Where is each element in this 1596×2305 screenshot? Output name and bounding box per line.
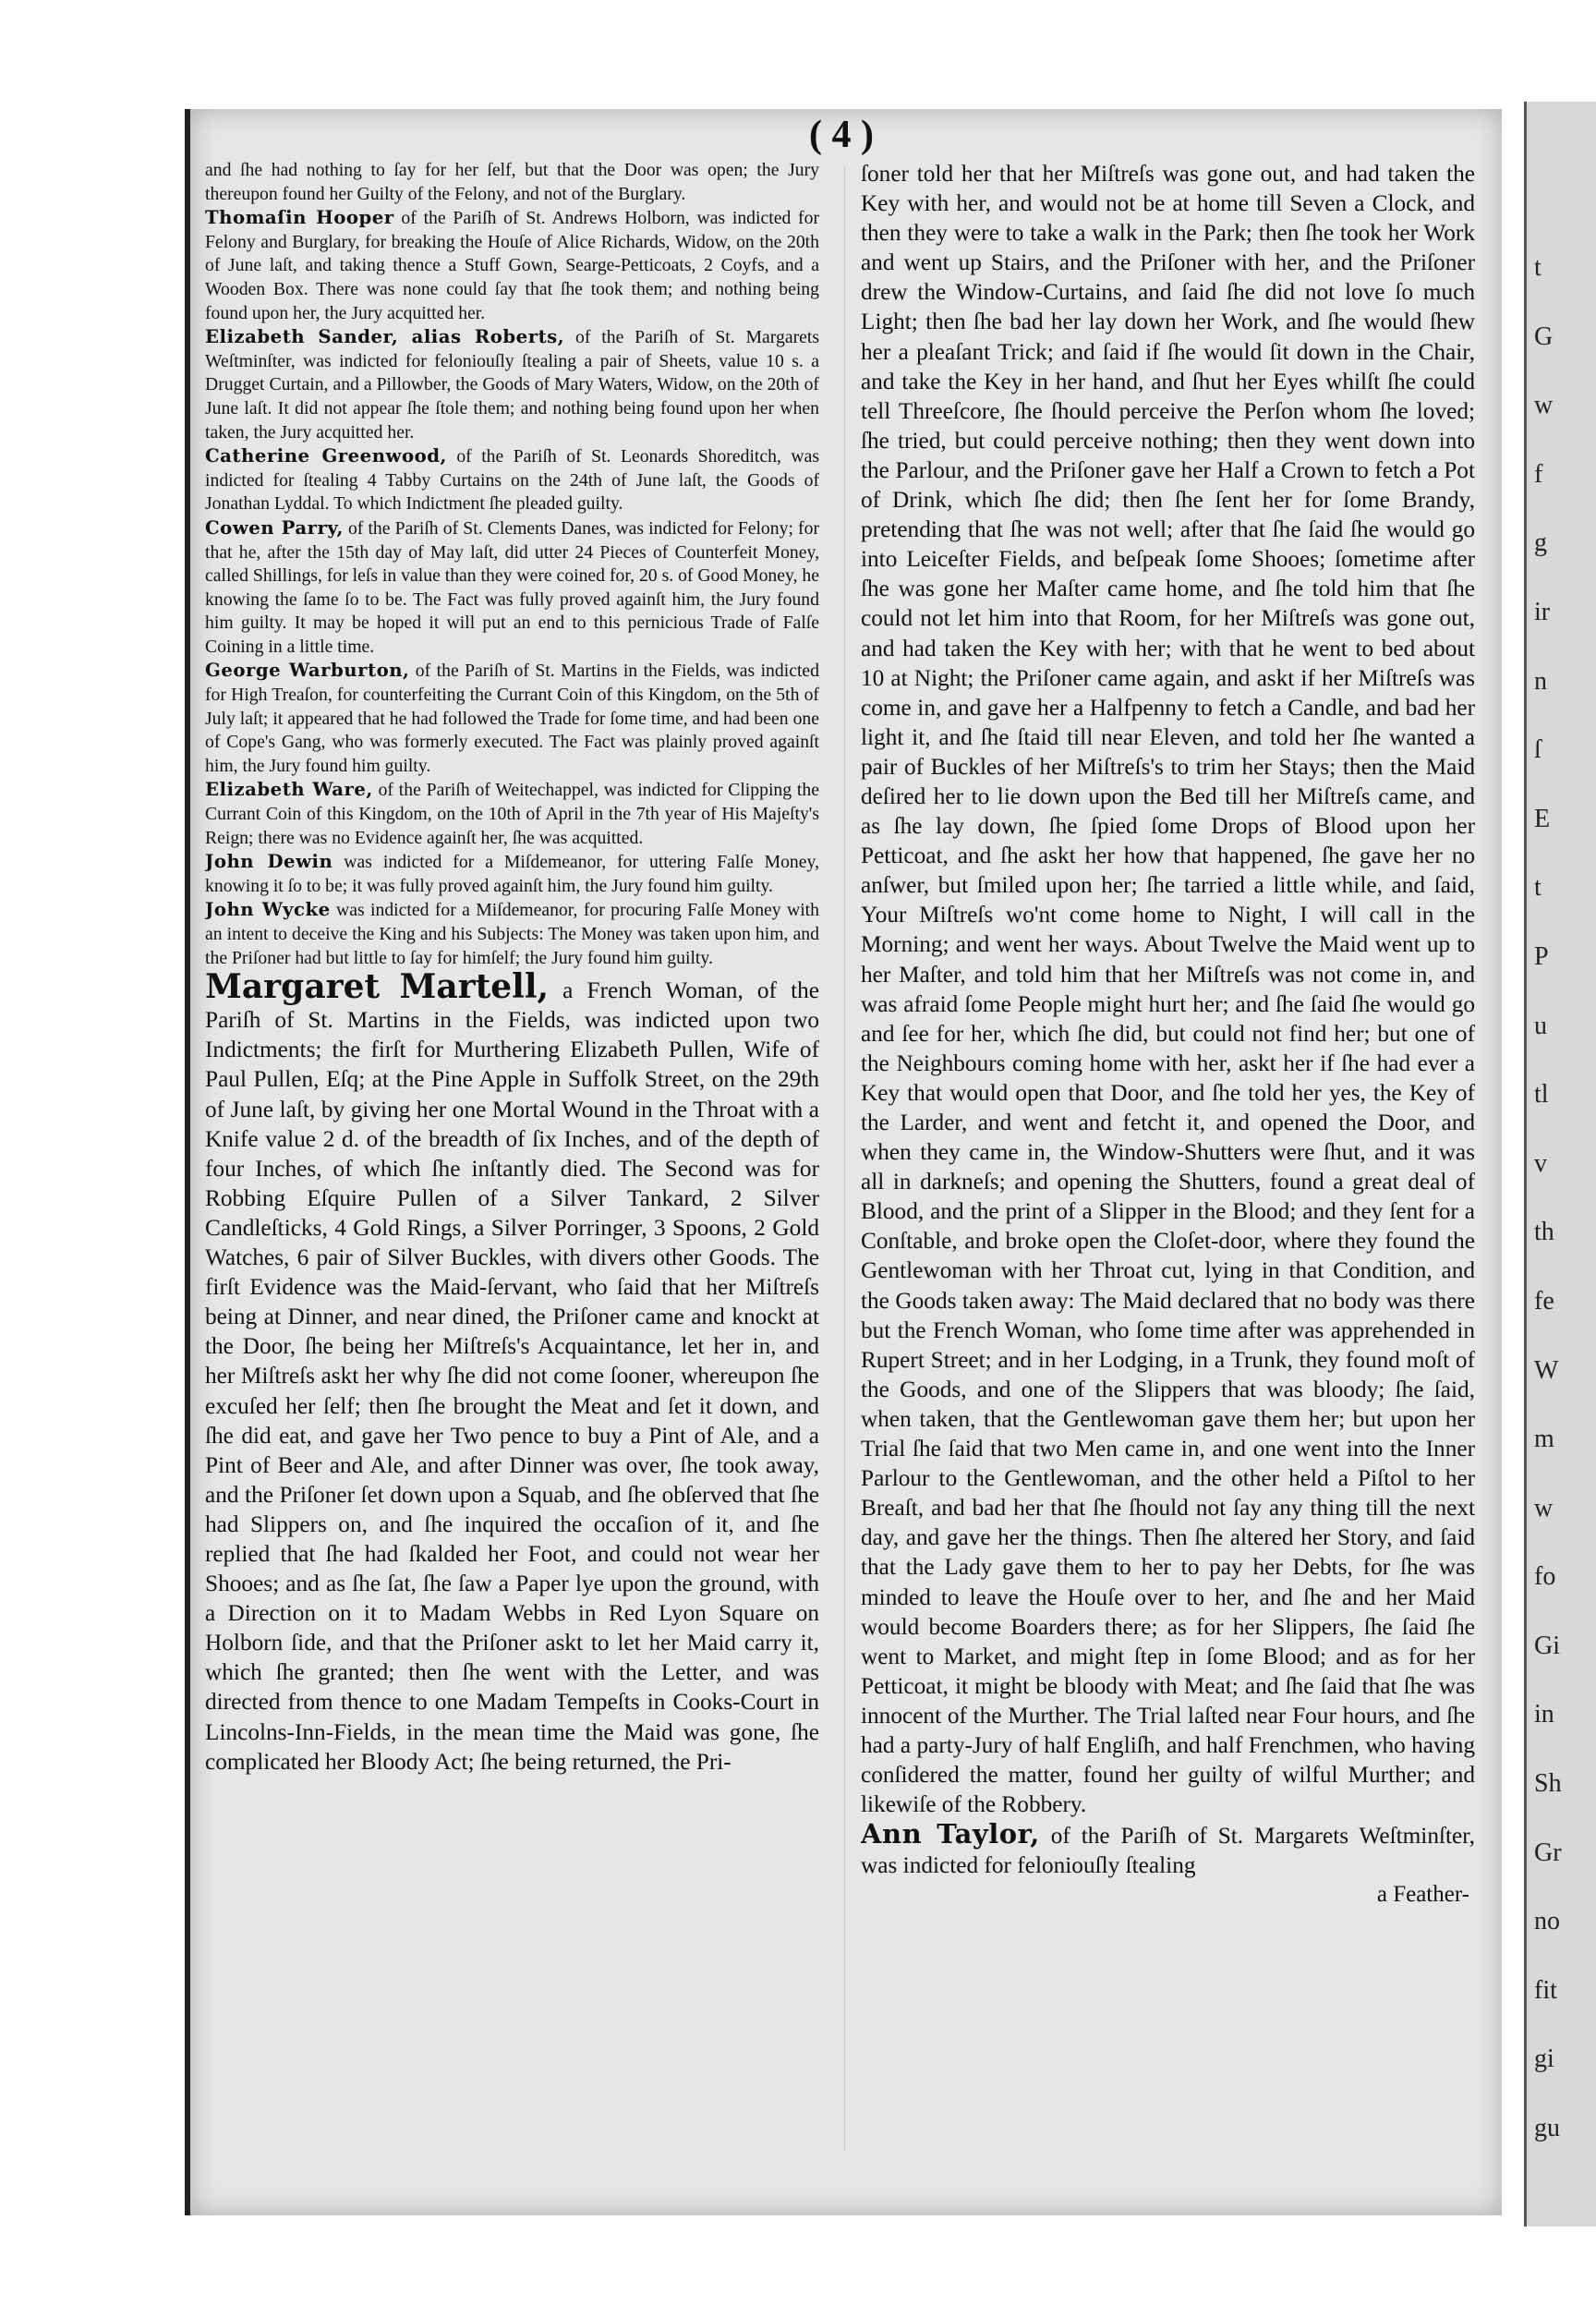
- adjacent-page-fragment: Gi: [1534, 1631, 1560, 1660]
- main-entry-name: Margaret Martell,: [205, 967, 550, 1007]
- defendant-name: Elizabeth Ware,: [205, 779, 373, 801]
- entry-text: of the Pariſh of St. Leonards Shoreditch, was indicted for ſtealing 4 Tabby Curtains on the 24th of June laſt, the Goods of Jonathan Lyddal. To which Indictment ſhe pleaded guilty.: [205, 446, 819, 515]
- adjacent-page-fragment: u: [1534, 1011, 1547, 1040]
- adjacent-page-fragment: w: [1534, 1493, 1554, 1523]
- adjacent-page-fragment: Sh: [1534, 1769, 1562, 1799]
- adjacent-page-fragment: gu: [1534, 2114, 1560, 2143]
- left-entry: [205, 206, 819, 325]
- left-entry: [205, 444, 819, 516]
- adjacent-page-fragment: gi: [1534, 2044, 1554, 2074]
- left-entry: [205, 516, 819, 660]
- adjacent-page-fragment: no: [1534, 1907, 1560, 1936]
- entry-text: was indicted for a Miſdemeanor, for uttering Falſe Money, knowing it ſo to be; it was fully proved againſt him, the Jury found him guilty.: [205, 852, 819, 896]
- defendant-name: John Wycke: [205, 899, 331, 921]
- defendant-name: Elizabeth Sander, alias Roberts,: [205, 326, 565, 348]
- defendant-name: John Dewin: [205, 851, 333, 873]
- left-entry: [205, 159, 819, 206]
- adjacent-page-fragment: n: [1534, 666, 1547, 696]
- left-column: [205, 159, 819, 2191]
- entry-text: was indicted for a Miſdemeanor, for procuring Falſe Money with an intent to deceive the King and his Subjects: The Money was taken upon him, and the Priſoner had but little to ſay for himſelf; the Jury found him guilty.: [205, 900, 819, 968]
- entry-text: of the Pariſh of St. Martins in the Fields, was indicted for High Treaſon, for counterfeiting the Currant Coin of this Kingdom, on the 5th of July laſt; it appeared that he had followed the Trade for ſome time, and had been one of Cope's Gang, who was formerly executed. The Fact was plainly proved againſt him, the Jury found him guilty.: [205, 661, 819, 776]
- adjacent-page-fragment: fe: [1534, 1286, 1554, 1316]
- adjacent-page-fragment: th: [1534, 1218, 1554, 1247]
- catchword: a Feather-: [1376, 1882, 1469, 1908]
- left-entry: [205, 778, 819, 850]
- adjacent-page-fragment: ſ: [1534, 735, 1542, 765]
- adjacent-page-fragment: t: [1534, 873, 1542, 903]
- adjacent-page-fragment: m: [1534, 1425, 1554, 1454]
- main-entry-text: a French Woman, of the Pariſh of St. Martins in the Fields, was indicted upon two Indictments; the firſt for Murthering Elizabeth Pullen, Wife of Paul Pullen, Eſq; at the Pine Apple in Suffolk Street, on the 29th of June laſt, by giving her one Mortal Wound in the Throat with a Knife value 2 d. of the breadth of ſix Inches, and of the depth of four Inches, of which ſhe inſtantly died. The Second was for Robbing Eſquire Pullen of a Silver Tankard, 2 Silver Candleſticks, 4 Gold Rings, a Silver Porringer, 3 Spoons, 2 Gold Watches, 6 pair of Silver Buckles, with divers other Goods. The firſt Evidence was the Maid-ſervant, who ſaid that her Miſtreſs being at Dinner, and near dined, the Priſoner came and knockt at the Door, ſhe being her Miſtreſs's Acquaintance, let her in, and her Miſtreſs askt her why ſhe did not come ſooner, whereupon ſhe excuſed her ſelf; then ſhe brought the Meat and ſet it down, and ſhe did eat, and gave her Two pence to buy a Pint of Ale, and a Pint of Beer and Ale, and after Dinner was over, ſhe took away, and the Priſoner ſet down upon a Squab, and ſhe obſerved that ſhe had Slippers on, and ſhe inquired the occaſion of it, and ſhe replied that ſhe had ſkalded her Foot, and could not wear her Shooes; and as ſhe ſat, ſhe ſaw a Paper lye upon the ground, with a Direction on it to Madam Webbs in Red Lyon Square on Holborn ſide, and that the Priſoner askt to let her Maid carry it, which ſhe granted; then ſhe went with the Letter, and was directed from thence to one Madam Tempeſts in Cooks-Court in Lincolns-Inn-Fields, in the mean time the Maid was gone, ſhe complicated her Bloody Act; ſhe being returned, the Pri-: [205, 977, 819, 1775]
- entry-text: of the Pariſh of St. Margarets Weſtminſter, was indicted for feloniouſly ſtealing a pair of Sheets, value 10 s. a Drugget Curtain, and a Pillowber, the Goods of Mary Waters, Widow, on the 20th of June laſt. It did not appear ſhe ſtole them; and nothing being found upon her when taken, the Jury acquitted her.: [205, 327, 819, 443]
- adjacent-page-fragment: fit: [1534, 1975, 1557, 2005]
- page-number: ( 4 ): [809, 114, 874, 156]
- adjacent-page-fragment: w: [1534, 391, 1554, 420]
- left-entries: [205, 159, 819, 970]
- right-column: [861, 159, 1475, 2191]
- adjacent-page-letters: [1534, 102, 1595, 2148]
- adjacent-page-fragment: P: [1534, 941, 1549, 971]
- defendant-name: Ann Taylor,: [861, 1818, 1040, 1850]
- defendant-name: Catherine Greenwood,: [205, 445, 447, 467]
- newspaper-page: [185, 109, 1502, 2215]
- right-entry: [861, 159, 1475, 1819]
- adjacent-page-fragment: g: [1534, 528, 1547, 558]
- entry-text: of the Pariſh of Weitechappel, was indicted for Clipping the Currant Coin of this Kingdom, on the 10th of April in the 7th year of His Majeſty's Reign; there was no Evidence againſt her, ſhe was acquitted.: [205, 780, 819, 848]
- entry-text: of the Pariſh of St. Margarets Weſtminſter, was indicted for feloniouſly ſtealing: [861, 1823, 1475, 1879]
- right-entries: [861, 159, 1475, 1880]
- right-entry: [861, 1819, 1475, 1880]
- adjacent-page-edge: [1524, 102, 1596, 2226]
- entry-text: of the Pariſh of St. Andrews Holborn, was indicted for Felony and Burglary, for breaking the Houſe of Alice Richards, Widow, on the 20th of June laſt, and taking thence a Stuff Gown, Searge-Petticoats, 2 Coyfs, and a Wooden Box. There was none could ſay that ſhe took them; and nothing being found upon her, the Jury acquitted her.: [205, 208, 819, 323]
- adjacent-page-fragment: v: [1534, 1148, 1547, 1178]
- defendant-name: Thomaſin Hooper: [205, 207, 394, 229]
- adjacent-page-fragment: ir: [1534, 597, 1551, 626]
- main-entry: [205, 967, 819, 1777]
- entry-text: and ſhe had nothing to ſay for her ſelf, but that the Door was open; the Jury thereupon found her Guilty of the Felony, and not of the Burglary.: [205, 160, 819, 204]
- entry-text: of the Pariſh of St. Clements Danes, was indicted for Felony; for that he, after the 15th day of May laſt, did utter 24 Pieces of Counterfeit Money, called Shillings, for leſs in value than they were coined for, 20 s. of Good Money, he knowing the ſame ſo to be. The Fact was fully proved againſt him, the Jury found him guilty. It may be hoped it will put an end to this pernicious Trade of Falſe Coining in a little time.: [205, 517, 819, 657]
- left-entry: [205, 898, 819, 970]
- left-entry: [205, 850, 819, 898]
- adjacent-page-fragment: f: [1534, 459, 1543, 489]
- defendant-name: Cowen Parry,: [205, 516, 344, 539]
- adjacent-page-fragment: tl: [1534, 1080, 1549, 1110]
- adjacent-page-fragment: E: [1534, 804, 1551, 833]
- left-entry: [205, 659, 819, 778]
- defendant-name: George Warburton,: [205, 660, 410, 682]
- column-divider: [844, 164, 845, 2151]
- adjacent-page-fragment: G: [1534, 321, 1554, 351]
- adjacent-page-fragment: W: [1534, 1355, 1559, 1385]
- left-entry: [205, 325, 819, 444]
- adjacent-page-fragment: t: [1534, 253, 1542, 282]
- adjacent-page-fragment: Gr: [1534, 1838, 1562, 1867]
- entry-text: ſoner told her that her Miſtreſs was gone out, and had taken the Key with her, and would not be at home till Seven a Clock, and then they were to take a walk in the Park; then ſhe took her Work and went up Stairs, and the Priſoner with her, and the Priſoner drew the Window-Curtains, and ſaid ſhe did not love ſo much Light; then ſhe bad her lay down her Work, and ſhe would ſhew her a pleaſant Trick; and ſaid if ſhe would ſit down in the Chair, and take the Key in her hand, and ſhut her Eyes whilſt ſhe could tell Threeſcore, ſhe ſhould perceive the Perſon whom ſhe loved; ſhe tried, but could perceive nothing; then they went down into the Parlour, and the Priſoner gave her Half a Crown to fetch a Pot of Drink, which ſhe did; then ſhe ſent her for ſome Brandy, pretending that ſhe was not well; after that ſhe ſaid ſhe would go into Leiceſter Fields, and beſpeak ſome Shooes; ſometime after ſhe was gone her Maſter came home, and ſhe told him that ſhe could not let him into that Room, for her Miſtreſs was gone out, and had taken the Key with her; with that he went to bed about 10 at Night; the Priſoner came again, and askt if her Miſtreſs was come in, and gave her a Halfpenny to fetch a Candle, and bad her light it, and ſhe ſtaid till near Eleven, and told her ſhe wanted a pair of Buckles of her Miſtreſs's to trim her Stays; then the Maid deſired her to lie down upon the Bed till her Miſtreſs came, and as ſhe lay down, ſhe ſpied ſome Drops of Blood upon her Petticoat, and ſhe askt her how that happened, ſhe gave her no anſwer, but ſmiled upon her; ſhe tarried a little while, and ſaid, Your Miſtreſs wo'nt come home to Night, I will call in the Morning; and went her ways. About Twelve the Maid went up to her Maſter, and told him that her Miſtreſs was not come in, and was afraid ſome People might hurt her; and ſhe ſaid ſhe would go and ſee for her, which ſhe did, but could not find her; but one of the Neighbours coming home with her, askt her if ſhe had ever a Key that would open that Door, and ſhe told her yes, the Key of the Larder, and went and fetcht it, and opened the Door, and when they came in, the Window-Shutters were ſhut, and it was all in darkneſs; and opening the Shutters, found a great deal of Blood, and the print of a Slipper in the Blood; and they ſent for a Conſtable, and broke open the Cloſet-door, where they found the Gentlewoman with her Throat cut, lying in that Condition, and the Goods taken away: The Maid declared that no body was there but the French Woman, who ſome time after was apprehended in Rupert Street; and in her Lodging, in a Trunk, they found moſt of the Goods, and one of the Slippers that was bloody; ſhe ſaid, when taken, that the Gentlewoman gave them her; but upon her Trial ſhe ſaid that two Men came in, and one went into the Inner Parlour to the Gentlewoman, and the other held a Piſtol to her Breaſt, and bad her that ſhe ſhould not ſay any thing till the next day, and gave her the things. Then ſhe altered her Story, and ſaid that the Lady gave them to her to pay her Debts, for ſhe was minded to leave the Houſe over to her, and ſhe and her Maid would become Boarders there; as for her Slippers, ſhe ſaid ſhe went to Market, and might ſtep in ſome Blood; and as for her Petticoat, it might be bloody with Meat; and ſhe ſaid that ſhe was innocent of the Murther. The Trial laſted near Four hours, and ſhe had a party-Jury of half Engliſh, and half Frenchmen, who having conſidered the matter, found her guilty of wilful Murther; and likewiſe of the Robbery.: [861, 161, 1475, 1818]
- adjacent-page-fragment: fo: [1534, 1562, 1556, 1592]
- adjacent-page-fragment: in: [1534, 1700, 1554, 1729]
